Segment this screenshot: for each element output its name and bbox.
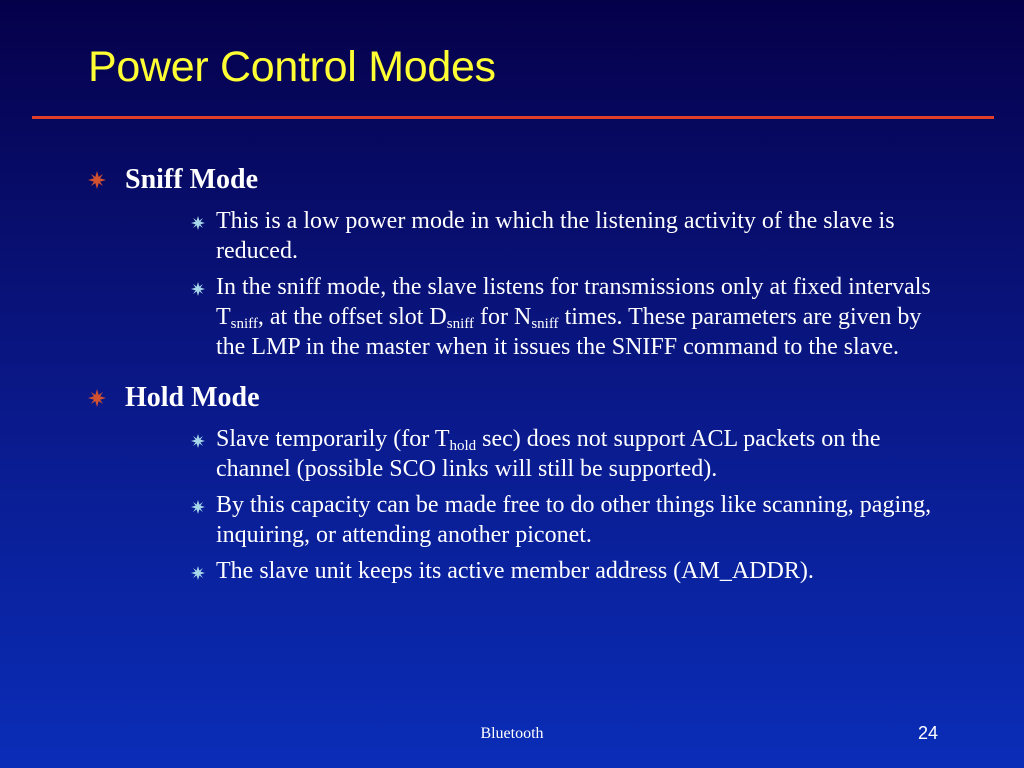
star-bullet-icon (191, 434, 205, 448)
t-hold-subscript: hold (449, 438, 477, 454)
hold-point-3-text: The slave unit keeps its active member address (AM_ADDR). (216, 558, 814, 584)
sniff-mode-heading-text: Sniff Mode (125, 164, 258, 195)
sniff-point-1 (0, 206, 936, 266)
sniff-point-2-text-d: times. These parameters are given by the LMP in the master when it issues the SNIFF command to the slave. (216, 304, 922, 360)
footer-label: Bluetooth (480, 725, 544, 742)
star-bullet-icon (191, 216, 205, 230)
sniff-point-2-text-c: for N (474, 304, 532, 330)
starburst-bullet-icon (87, 170, 107, 190)
sniff-mode-section (0, 160, 1024, 362)
sniff-point-1-text: This is a low power mode in which the listening activity of the slave is reduced. (216, 208, 895, 264)
star-bullet-icon (191, 282, 205, 296)
hold-point-1-text-b: sec) does not support ACL packets on the channel (possible SCO links will still be supported). (216, 426, 881, 482)
star-bullet-icon (191, 566, 205, 580)
title-divider (32, 116, 994, 119)
sniff-point-2-text-b: , at the offset slot D (257, 304, 447, 330)
starburst-bullet-icon (87, 388, 107, 408)
hold-point-1-text-a: Slave temporarily (for T (216, 426, 450, 452)
hold-point-2 (0, 490, 936, 550)
hold-mode-section (0, 378, 1024, 586)
hold-point-1 (0, 424, 936, 484)
n-sniff-subscript: sniff (531, 316, 559, 332)
star-bullet-icon (191, 500, 205, 514)
slide-content (0, 160, 1024, 586)
page-number: 24 (917, 723, 938, 743)
hold-mode-heading-text: Hold Mode (125, 382, 260, 413)
sniff-mode-heading (0, 160, 1024, 200)
slide-title: Power Control Modes (88, 43, 496, 91)
hold-mode-heading (0, 378, 1024, 418)
hold-point-3 (0, 556, 936, 586)
sniff-point-2-text-a: In the sniff mode, the slave listens for transmissions only at fixed intervals T (216, 274, 931, 330)
t-sniff-subscript: sniff (230, 316, 258, 332)
hold-point-2-text: By this capacity can be made free to do other things like scanning, paging, inquiring, or attending another piconet. (216, 492, 932, 548)
sniff-point-2 (0, 272, 936, 362)
d-sniff-subscript: sniff (446, 316, 474, 332)
